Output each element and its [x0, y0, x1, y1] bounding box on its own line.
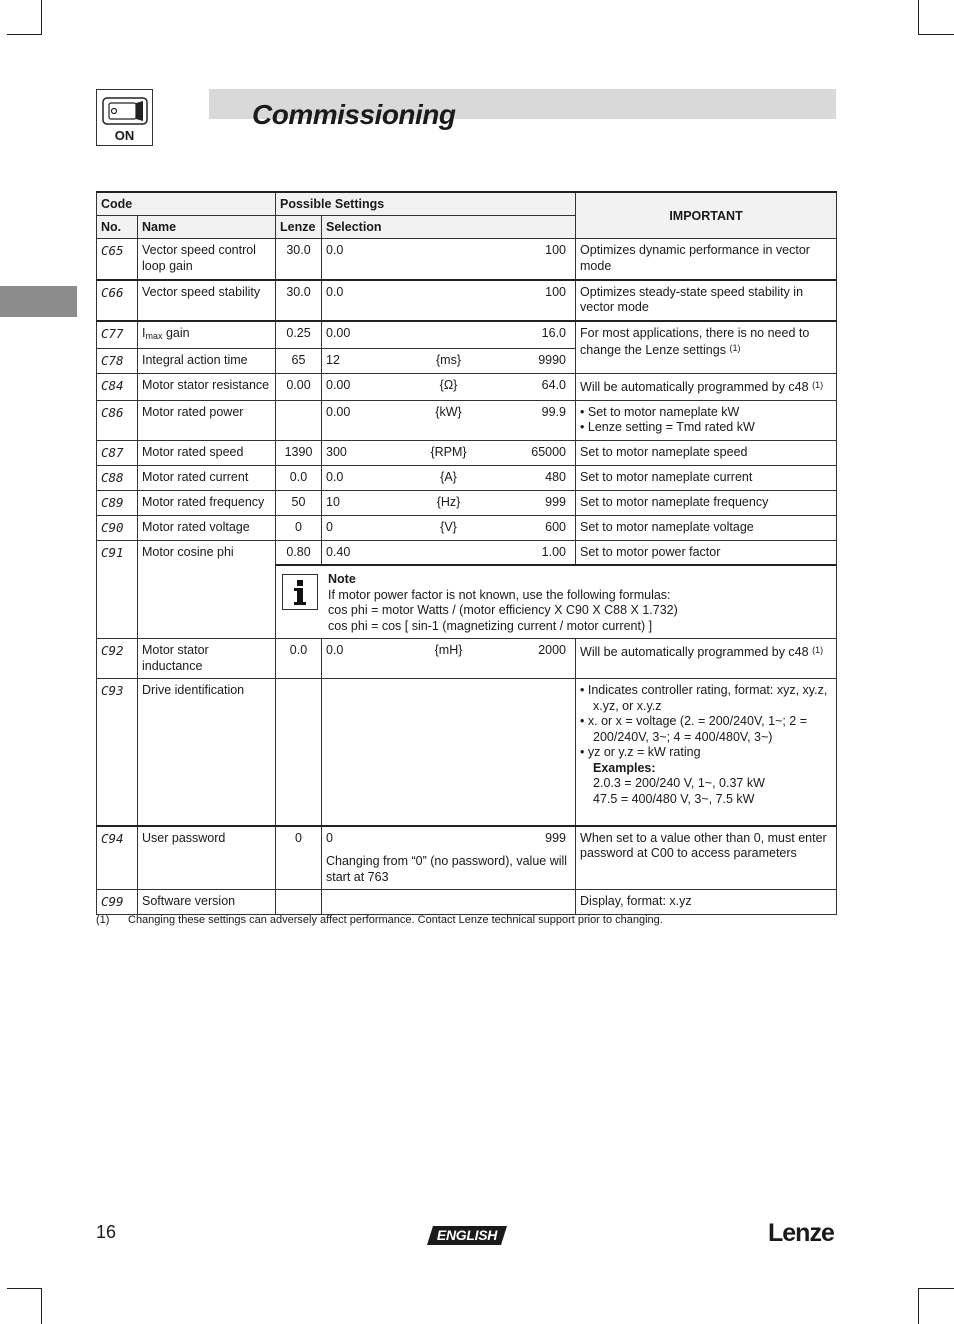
- example-line: 2.0.3 = 200/240 V, 1~, 0.37 kW: [593, 776, 765, 790]
- selection-max: 16.0: [541, 325, 567, 340]
- parameter-table: [96, 191, 837, 915]
- selection-cell: [322, 280, 576, 321]
- selection-max: 100: [545, 284, 567, 299]
- selection-cell: [322, 540, 576, 565]
- selection-unit: {mH}: [434, 643, 463, 657]
- bullet-item: • Set to motor nameplate kW: [580, 405, 832, 421]
- table-row: [97, 239, 837, 280]
- selection-cell: [322, 490, 576, 515]
- important-cell: Optimizes dynamic performance in vector mode: [576, 239, 837, 280]
- name-cell: [138, 321, 276, 349]
- selection-unit: {Hz}: [436, 494, 461, 509]
- code-cell: C92: [97, 639, 138, 679]
- name-suffix: gain: [162, 325, 190, 340]
- lenze-cell: 0.80: [276, 540, 322, 565]
- bullet-item: • yz or y.z = kW rating: [580, 745, 832, 761]
- name-cell: Motor rated power: [138, 400, 276, 440]
- name-cell: Drive identification: [138, 679, 276, 826]
- table-row: [97, 890, 837, 915]
- name-cell: Motor rated frequency: [138, 490, 276, 515]
- selection-max: 999: [545, 494, 567, 509]
- lenze-cell: [276, 679, 322, 826]
- selection-max: 600: [545, 519, 567, 534]
- switch-on-icon: [96, 89, 153, 146]
- footnote-text: Changing these settings can adversely affect performance. Contact Lenze technical support prior to changing.: [128, 914, 663, 926]
- important-cell: [576, 400, 837, 440]
- code-cell: C87: [97, 440, 138, 465]
- name-cell: Vector speed stability: [138, 280, 276, 321]
- table-row: [97, 540, 837, 565]
- name-cell: Vector speed control loop gain: [138, 239, 276, 280]
- name-subscript: max: [145, 330, 163, 341]
- selection-unit: {kW}: [435, 404, 462, 419]
- selection-max: 480: [545, 469, 567, 484]
- example-line: 47.5 = 400/480 V, 3~, 7.5 kW: [593, 791, 755, 806]
- table-row: [97, 440, 837, 465]
- name-cell: Motor rated voltage: [138, 515, 276, 540]
- footnote: [96, 914, 663, 926]
- header-possible-settings: Possible Settings: [276, 192, 576, 216]
- selection-min: 0.00: [326, 325, 351, 340]
- lenze-cell: 1390: [276, 440, 322, 465]
- page-title: Commissioning: [252, 99, 456, 130]
- important-cell: Set to motor nameplate voltage: [576, 515, 837, 540]
- selection-min: 0: [326, 830, 333, 845]
- selection-cell: [322, 239, 576, 280]
- selection-min: 0.00: [326, 404, 351, 419]
- selection-min: 12: [326, 353, 340, 367]
- code-cell: C89: [97, 490, 138, 515]
- selection-max: 64.0: [541, 378, 567, 392]
- selection-cell: [322, 639, 576, 679]
- selection-min: 0: [326, 519, 333, 534]
- lenze-cell: 65: [276, 349, 322, 374]
- important-cell: Set to motor nameplate frequency: [576, 490, 837, 515]
- lenze-cell: 0.25: [276, 321, 322, 349]
- selection-min: 0.0: [326, 469, 344, 484]
- important-cell: [576, 374, 837, 401]
- selection-max: 65000: [531, 444, 567, 459]
- crop-mark: [918, 1288, 954, 1289]
- selection-min: 0.40: [326, 544, 351, 559]
- important-cell: Display, format: x.yz: [576, 890, 837, 915]
- header-name: Name: [138, 216, 276, 239]
- selection-cell: [322, 440, 576, 465]
- selection-min: 0.00: [326, 378, 351, 392]
- selection-min: 300: [326, 444, 347, 459]
- header-code: Code: [97, 192, 276, 216]
- table-row: [97, 679, 837, 826]
- note-text: [328, 572, 678, 634]
- important-cell: [576, 639, 837, 679]
- important-text: Will be automatically programmed by c48: [580, 380, 809, 394]
- note-title: Note: [328, 572, 356, 586]
- lenze-cell: 0: [276, 515, 322, 540]
- code-cell: C93: [97, 679, 138, 826]
- important-cell: [576, 679, 837, 826]
- code-cell: C86: [97, 400, 138, 440]
- on-label: ON: [114, 128, 135, 143]
- selection-note: Changing from “0” (no password), value will start at 763: [326, 854, 568, 884]
- crop-mark: [918, 34, 954, 35]
- important-cell: Set to motor nameplate speed: [576, 440, 837, 465]
- selection-max: 9990: [538, 353, 567, 367]
- important-cell: When set to a value other than 0, must enter password at C00 to access parameters: [576, 826, 837, 890]
- table-row: [97, 280, 837, 321]
- crop-mark: [918, 1288, 919, 1324]
- footnote-number: (1): [96, 914, 110, 926]
- important-cell: Optimizes steady-state speed stability in vector mode: [576, 280, 837, 321]
- footnote-ref: (1): [729, 343, 741, 353]
- language-badge: [427, 1226, 507, 1245]
- code-cell: C65: [97, 239, 138, 280]
- selection-max: 99.9: [541, 404, 567, 419]
- lenze-cell: 50: [276, 490, 322, 515]
- lenze-cell: 0: [276, 826, 322, 890]
- important-cell: Set to motor nameplate current: [576, 465, 837, 490]
- code-cell: C94: [97, 826, 138, 890]
- note-line: cos phi = cos [ sin-1 (magnetizing current / motor current) ]: [328, 618, 653, 633]
- table-row: [97, 465, 837, 490]
- crop-mark: [41, 0, 42, 35]
- name-cell: Motor rated speed: [138, 440, 276, 465]
- crop-mark: [7, 1288, 42, 1289]
- selection-unit: {ms}: [436, 353, 462, 367]
- note-line: cos phi = motor Watts / (motor efficiency X C90 X C88 X 1.732): [328, 603, 678, 617]
- bullet-item: • Lenze setting = Tmd rated kW: [580, 420, 832, 436]
- lenze-cell: [276, 400, 322, 440]
- table-row: [97, 490, 837, 515]
- selection-cell: [322, 374, 576, 401]
- header-lenze: Lenze: [276, 216, 322, 239]
- selection-unit: {V}: [440, 519, 457, 534]
- header-no: No.: [97, 216, 138, 239]
- selection-cell: [322, 679, 576, 826]
- code-cell: C88: [97, 465, 138, 490]
- lenze-cell: [276, 890, 322, 915]
- header-important: IMPORTANT: [576, 192, 837, 239]
- table-row: [97, 374, 837, 401]
- table-row: [97, 321, 837, 349]
- name-prefix: I: [142, 325, 146, 340]
- selection-cell: [322, 349, 576, 374]
- header-selection: Selection: [322, 216, 576, 239]
- code-cell: C84: [97, 374, 138, 401]
- lenze-cell: 0.0: [276, 465, 322, 490]
- selection-min: 0.0: [326, 643, 344, 657]
- selection-unit: {A}: [440, 469, 457, 484]
- info-icon: [282, 574, 318, 610]
- selection-unit: {RPM}: [430, 444, 467, 459]
- name-cell: Motor stator inductance: [138, 639, 276, 679]
- name-cell: Motor stator resistance: [138, 374, 276, 401]
- page-number: 16: [96, 1222, 117, 1242]
- lenze-cell: 0.0: [276, 639, 322, 679]
- selection-max: 2000: [538, 643, 567, 657]
- selection-min: 0.0: [326, 243, 344, 257]
- crop-mark: [41, 1288, 42, 1324]
- selection-cell: [322, 465, 576, 490]
- code-cell: C90: [97, 515, 138, 540]
- selection-max: 100: [545, 243, 567, 257]
- footnote-ref: (1): [812, 645, 824, 655]
- footnote-ref: (1): [812, 380, 824, 390]
- table-row: [97, 639, 837, 679]
- brand-logo: Lenze: [768, 1219, 834, 1247]
- lenze-cell: 0.00: [276, 374, 322, 401]
- crop-mark: [918, 0, 919, 35]
- code-cell: C77: [97, 321, 138, 349]
- important-text: Will be automatically programmed by c48: [580, 645, 809, 659]
- language-label: ENGLISH: [436, 1227, 498, 1243]
- note-line: If motor power factor is not known, use the following formulas:: [328, 587, 671, 602]
- table-row: [97, 400, 837, 440]
- name-cell: Integral action time: [138, 349, 276, 374]
- lenze-cell: 30.0: [276, 280, 322, 321]
- selection-cell: [322, 890, 576, 915]
- selection-cell: [322, 515, 576, 540]
- selection-unit: {Ω}: [439, 378, 458, 392]
- table-row: [97, 826, 837, 890]
- bullet-item: • x. or x = voltage (2. = 200/240V, 1~; 2 = 200/240V, 3~; 4 = 400/480V, 3~): [580, 714, 832, 745]
- selection-cell: [322, 826, 576, 890]
- code-cell: C66: [97, 280, 138, 321]
- selection-min: 10: [326, 494, 340, 509]
- name-cell: User password: [138, 826, 276, 890]
- name-cell: Motor rated current: [138, 465, 276, 490]
- note-cell: [276, 565, 837, 639]
- code-cell: C78: [97, 349, 138, 374]
- selection-cell: [322, 321, 576, 349]
- important-cell: Set to motor power factor: [576, 540, 837, 565]
- important-cell: [576, 321, 837, 374]
- important-text: For most applications, there is no need to change the Lenze settings: [580, 325, 810, 357]
- selection-max: 999: [545, 830, 567, 845]
- name-cell: Motor cosine phi: [138, 540, 276, 639]
- code-cell: C99: [97, 890, 138, 915]
- examples-label: Examples:: [593, 760, 656, 775]
- selection-cell: [322, 400, 576, 440]
- code-cell: C91: [97, 540, 138, 639]
- bullet-item: • Indicates controller rating, format: xyz, xy.z, x.yz, or x.y.z: [580, 683, 832, 714]
- name-cell: Software version: [138, 890, 276, 915]
- chapter-tab: [0, 286, 77, 317]
- table-row: [97, 515, 837, 540]
- selection-min: 0.0: [326, 284, 344, 299]
- selection-max: 1.00: [541, 544, 567, 559]
- crop-mark: [7, 34, 42, 35]
- lenze-cell: 30.0: [276, 239, 322, 280]
